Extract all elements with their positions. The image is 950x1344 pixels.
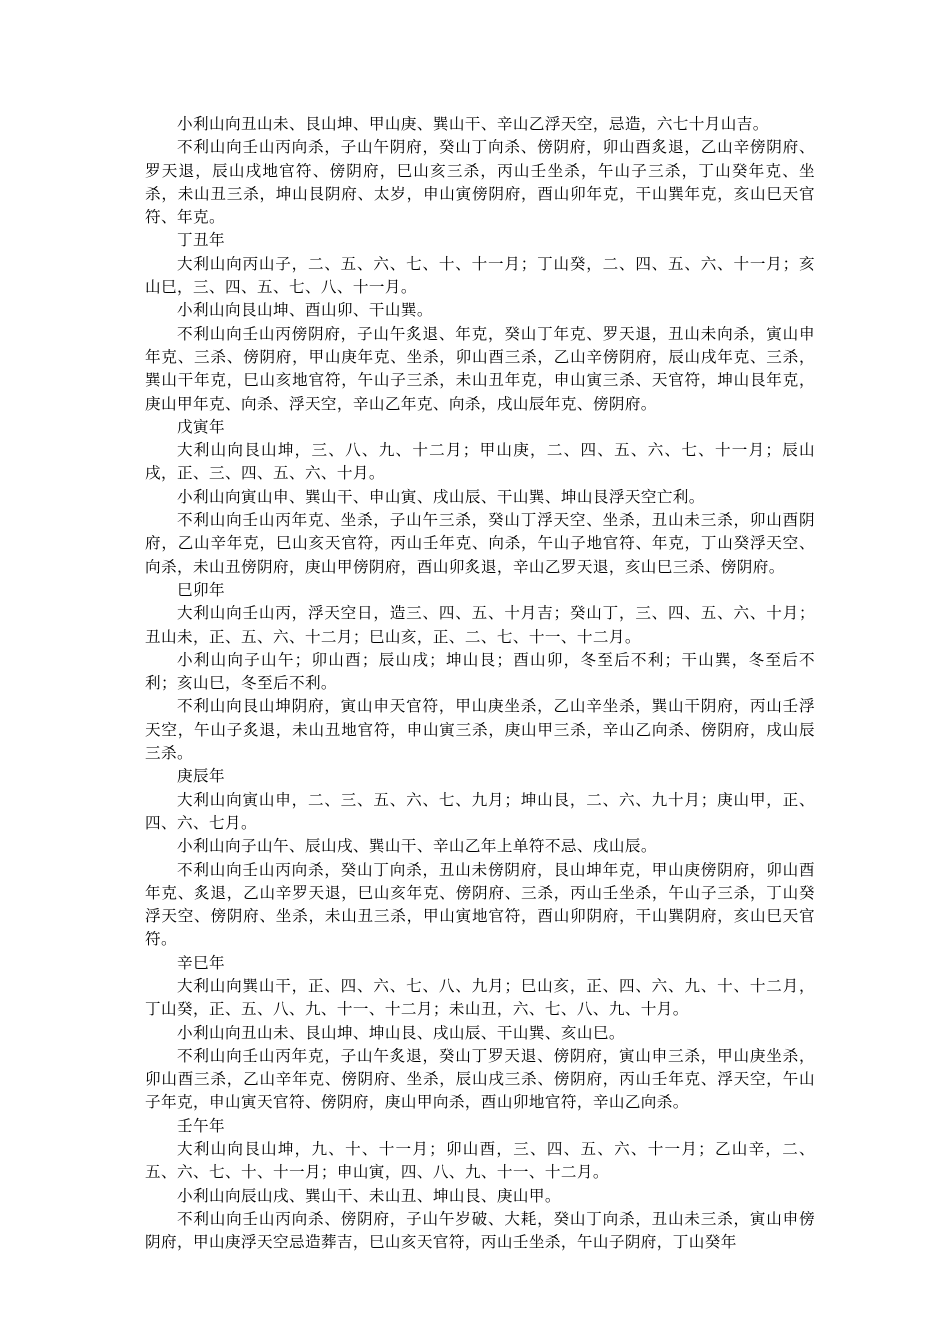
paragraph: 不利山向壬山丙傍阴府，子山午炙退、年克，癸山丁年克、罗天退，丑山未向杀，寅山申年克、三杀、傍阴府，甲山庚年克、坐杀，卯山酉三杀，乙山辛傍阴府，辰山戌年克、三杀，巽山干年克，巳山亥地官符，午山子三杀，未山丑年克，申山寅三杀、天官符，坤山艮年克，庚山甲年克、向杀、浮天空，辛山乙年克、向杀，戌山辰年克、傍阴府。 — [145, 324, 815, 413]
paragraph: 小利山向丑山未、艮山坤、坤山艮、戌山辰、干山巽、亥山巳。 — [177, 1023, 625, 1042]
year-heading: 壬午年 — [177, 1116, 225, 1135]
paragraph: 不利山向艮山坤阴府，寅山申天官符，甲山庚坐杀，乙山辛坐杀，巽山干阴府，丙山壬浮天空，午山子炙退，未山丑地官符，申山寅三杀，庚山甲三杀，辛山乙向杀、傍阴府，戌山辰三杀。 — [145, 697, 815, 763]
paragraph: 不利山向壬山丙年克，子山午炙退，癸山丁罗天退、傍阴府，寅山申三杀，甲山庚坐杀，卯山酉三杀，乙山辛年克、傍阴府、坐杀，辰山戌三杀、傍阴府，丙山壬年克、浮天空，午山子年克，申山寅天官符、傍阴府，庚山甲向杀，酉山卯地官符，辛山乙向杀。 — [145, 1046, 815, 1112]
paragraph: 大利山向艮山坤，三、八、九、十二月；甲山庚，二、四、五、六、七、十一月；辰山戌，正、三、四、五、六、十月。 — [145, 441, 815, 483]
year-heading: 庚辰年 — [177, 767, 225, 786]
paragraph: 大利山向壬山丙，浮天空日，造三、四、五、十月吉；癸山丁，三、四、五、六、十月；丑山未，正、五、六、十二月；巳山亥，正、二、七、十一、十二月。 — [145, 604, 815, 646]
paragraph: 大利山向丙山子，二、五、六、七、十、十一月；丁山癸，二、四、五、六、十一月；亥山巳，三、四、五、七、八、十一月。 — [145, 254, 815, 297]
paragraph: 小利山向子山午、辰山戌、巽山干、辛山乙年上单符不忌、戌山辰。 — [177, 837, 657, 856]
paragraph: 大利山向艮山坤，九、十、十一月；卯山酉，三、四、五、六、十一月；乙山辛，二、五、六、七、十、十一月；申山寅，四、八、九、十一、十二月。 — [145, 1140, 815, 1182]
paragraph: 小利山向辰山戌、巽山干、未山丑、坤山艮、庚山甲。 — [177, 1186, 561, 1205]
paragraph: 小利山向子山午；卯山酉；辰山戌；坤山艮；酉山卯，冬至后不利；干山巽，冬至后不利；亥山巳，冬至后不利。 — [145, 650, 815, 693]
paragraph: 小利山向丑山未、艮山坤、甲山庚、巽山干、辛山乙浮天空，忌造，六七十月山吉。 — [177, 115, 769, 133]
paragraph: 不利山向壬山丙向杀，癸山丁向杀，丑山未傍阴府，艮山坤年克，甲山庚傍阴府，卯山酉年克、炙退，乙山辛罗天退，巳山亥年克、傍阴府、三杀，丙山壬坐杀，午山子三杀，丁山癸浮天空、傍阴府、坐杀，未山丑三杀，甲山寅地官符，酉山卯阴府，干山巽阴府，亥山巳天官符。 — [145, 860, 815, 949]
paragraph: 小利山向艮山坤、酉山卯、干山巽。 — [177, 301, 433, 320]
paragraph: 小利山向寅山申、巽山干、申山寅、戌山辰、干山巽、坤山艮浮天空亡利。 — [177, 487, 705, 506]
paragraph: 不利山向壬山丙向杀、傍阴府，子山午岁破、大耗，癸山丁向杀，丑山未三杀，寅山申傍阴府，甲山庚浮天空忌造葬吉，巳山亥天官符，丙山壬坐杀，午山子阴府，丁山癸年 — [145, 1209, 815, 1252]
year-heading: 巳卯年 — [177, 580, 225, 599]
paragraph: 大利山向寅山申，二、三、五、六、七、九月；坤山艮，二、六、九十月；庚山甲，正、四、六、七月。 — [145, 790, 815, 832]
paragraph: 不利山向壬山丙向杀，子山午阴府，癸山丁向杀、傍阴府，卯山酉炙退，乙山辛傍阴府、罗天退，辰山戌地官符、傍阴府，巳山亥三杀，丙山壬坐杀，午山子三杀，丁山癸年克、坐杀，未山丑三杀，坤山艮阴府、太岁，申山寅傍阴府，酉山卯年克，干山巽年克，亥山巳天官符、年克。 — [145, 138, 815, 227]
year-heading: 戊寅年 — [177, 417, 225, 436]
year-heading: 丁丑年 — [177, 231, 225, 250]
document-page — [145, 113, 815, 1255]
paragraph: 大利山向巽山干，正、四、六、七、八、九月；巳山亥，正、四、六、九、十、十二月，丁山癸，正、五、八、九、十一、十二月；未山丑，六、七、八、九、十月。 — [145, 976, 815, 1019]
paragraph: 不利山向壬山丙年克、坐杀，子山午三杀，癸山丁浮天空、坐杀，丑山未三杀，卯山酉阴府，乙山辛年克，巳山亥天官符，丙山壬年克、向杀，午山子地官符、年克，丁山癸浮天空、向杀，未山丑傍阴府，庚山甲傍阴府，酉山卯炙退，辛山乙罗天退，亥山巳三杀、傍阴府。 — [145, 511, 815, 576]
year-heading: 辛巳年 — [177, 953, 225, 972]
